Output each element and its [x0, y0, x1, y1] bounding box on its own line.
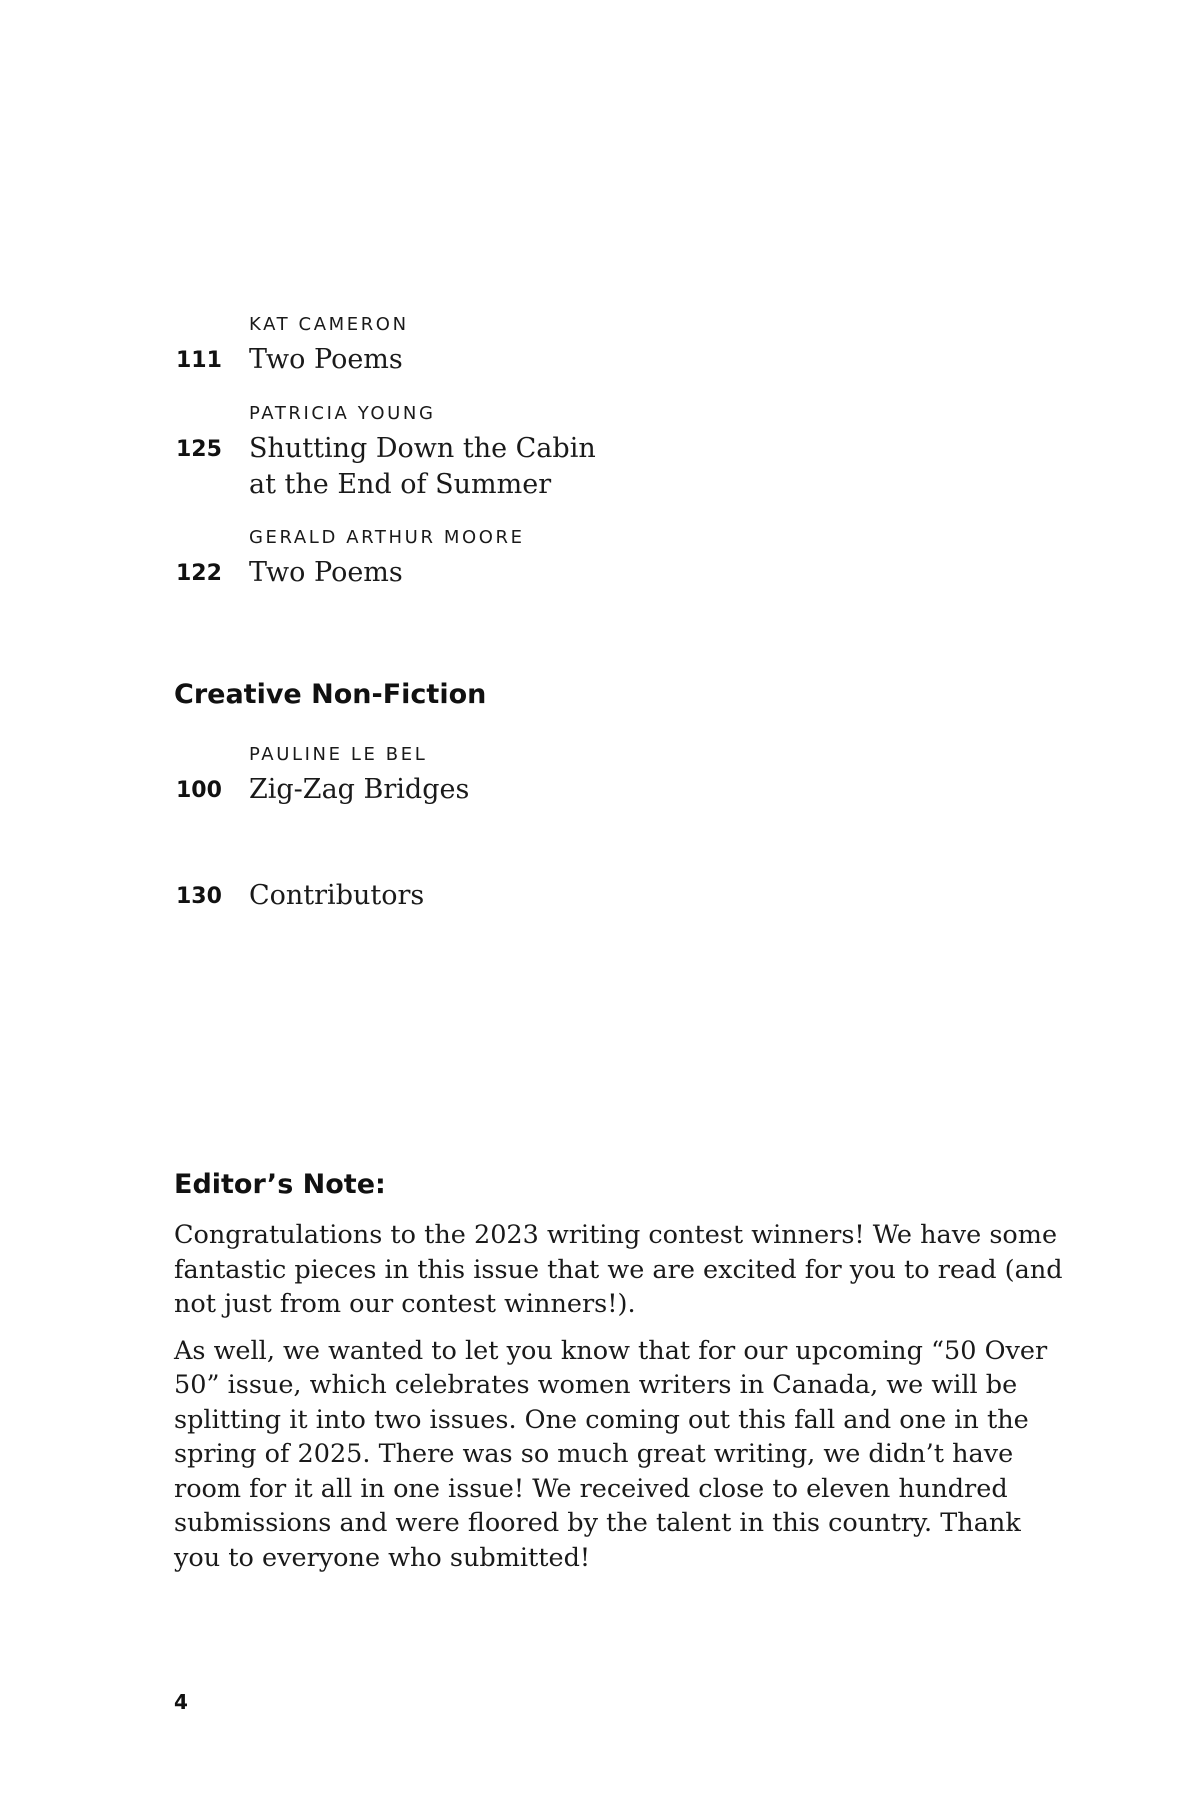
toc-entry-gerald-arthur-moore[interactable]: [176, 527, 876, 591]
toc-author: GERALD ARTHUR MOORE: [249, 527, 525, 548]
toc-title: Two Poems: [249, 344, 403, 375]
editors-note-paragraph: Congratulations to the 2023 writing contest winners! We have some fantastic pieces in this issue that we are excited for you to read (and not just from our contest winners!).: [174, 1220, 1063, 1319]
section-heading-creative-non-fiction: Creative Non-Fiction: [174, 679, 487, 710]
toc-author: PAULINE LE BEL: [249, 744, 428, 765]
toc-page-number: 100: [176, 778, 222, 803]
toc-title-line-1: Shutting Down the Cabin: [249, 433, 596, 464]
toc-entry-contributors[interactable]: [176, 878, 876, 914]
toc-author: KAT CAMERON: [249, 314, 409, 335]
toc-title-line-2: at the End of Summer: [249, 469, 552, 500]
toc-page-number: 111: [176, 348, 222, 373]
toc-title: Zig-Zag Bridges: [249, 774, 470, 805]
toc-title: Two Poems: [249, 557, 403, 588]
page-number: 4: [174, 1690, 188, 1714]
toc-title: Contributors: [249, 880, 425, 911]
toc-page-number: 125: [176, 437, 222, 462]
toc-entry-pauline-le-bel[interactable]: [176, 744, 876, 808]
editors-note-body: [174, 1218, 1074, 1587]
toc-entry-kat-cameron[interactable]: [176, 314, 876, 378]
editors-note-heading: Editor’s Note:: [174, 1169, 386, 1200]
editors-note-paragraph: As well, we wanted to let you know that for our upcoming “50 Over 50” issue, which celebrates women writers in Canada, we will be splitting it into two issues. One coming out this fall and one in the spring of 2025. There was so much great writing, we didn’t have room for it all in one issue! We received close to eleven hundred submissions and were floored by the talent in this country. Thank you to everyone who submitted!: [174, 1335, 1048, 1573]
toc-author: PATRICIA YOUNG: [249, 403, 436, 424]
toc-entry-patricia-young[interactable]: [176, 403, 876, 503]
toc-page-number: 122: [176, 561, 222, 586]
toc-page-number: 130: [176, 884, 222, 909]
